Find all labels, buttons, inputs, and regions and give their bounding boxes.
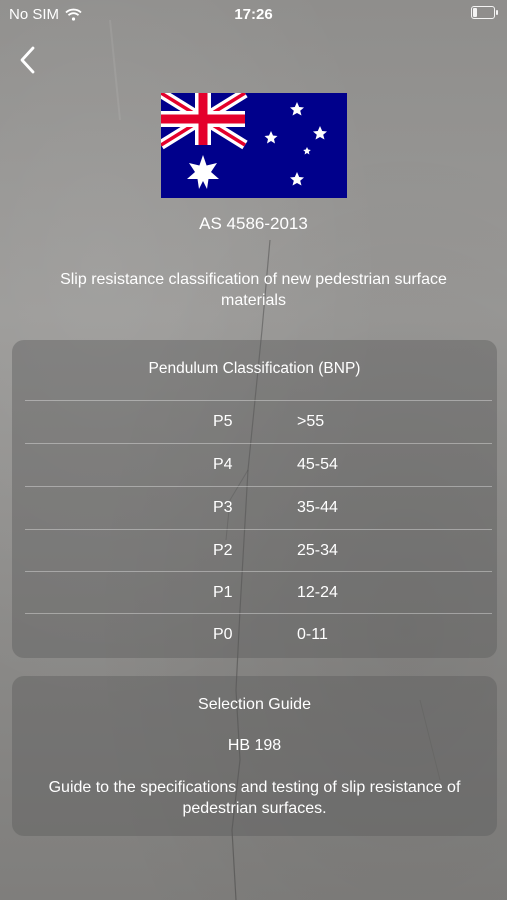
classification-row — [25, 613, 492, 656]
australia-flag — [161, 93, 347, 198]
selection-guide-card — [12, 676, 497, 836]
guide-title: Selection Guide — [198, 696, 311, 713]
status-right — [471, 6, 495, 19]
status-bar — [0, 0, 507, 30]
class-range: 45-54 — [297, 456, 338, 473]
classification-row — [25, 571, 492, 614]
battery-icon — [471, 6, 495, 19]
classification-title: Pendulum Classification (BNP) — [148, 360, 361, 377]
status-time: 17:26 — [234, 6, 273, 23]
class-range: 0-11 — [297, 626, 328, 643]
classification-row — [25, 443, 492, 486]
class-code: P0 — [213, 626, 233, 643]
class-range: 35-44 — [297, 499, 338, 516]
class-code: P2 — [213, 542, 233, 559]
guide-description: Guide to the specifications and testing of slip resistance of pedestrian surfaces. — [48, 779, 461, 817]
standard-code: AS 4586-2013 — [199, 214, 308, 233]
carrier-label: No SIM — [9, 6, 60, 23]
guide-code: HB 198 — [227, 737, 282, 754]
back-button[interactable] — [14, 44, 44, 76]
classification-row — [25, 486, 492, 529]
class-code: P5 — [213, 413, 233, 430]
class-code: P1 — [213, 584, 233, 601]
class-code: P4 — [213, 456, 233, 473]
class-range: >55 — [297, 413, 325, 430]
standard-description: Slip resistance classification of new pedestrian surface materials — [60, 271, 447, 309]
classification-card — [12, 340, 497, 658]
class-range: 12-24 — [297, 584, 338, 601]
class-code: P3 — [213, 499, 233, 516]
class-range: 25-34 — [297, 542, 338, 559]
classification-row — [25, 529, 492, 572]
chevron-left-icon — [14, 44, 44, 76]
classification-row — [25, 400, 492, 443]
